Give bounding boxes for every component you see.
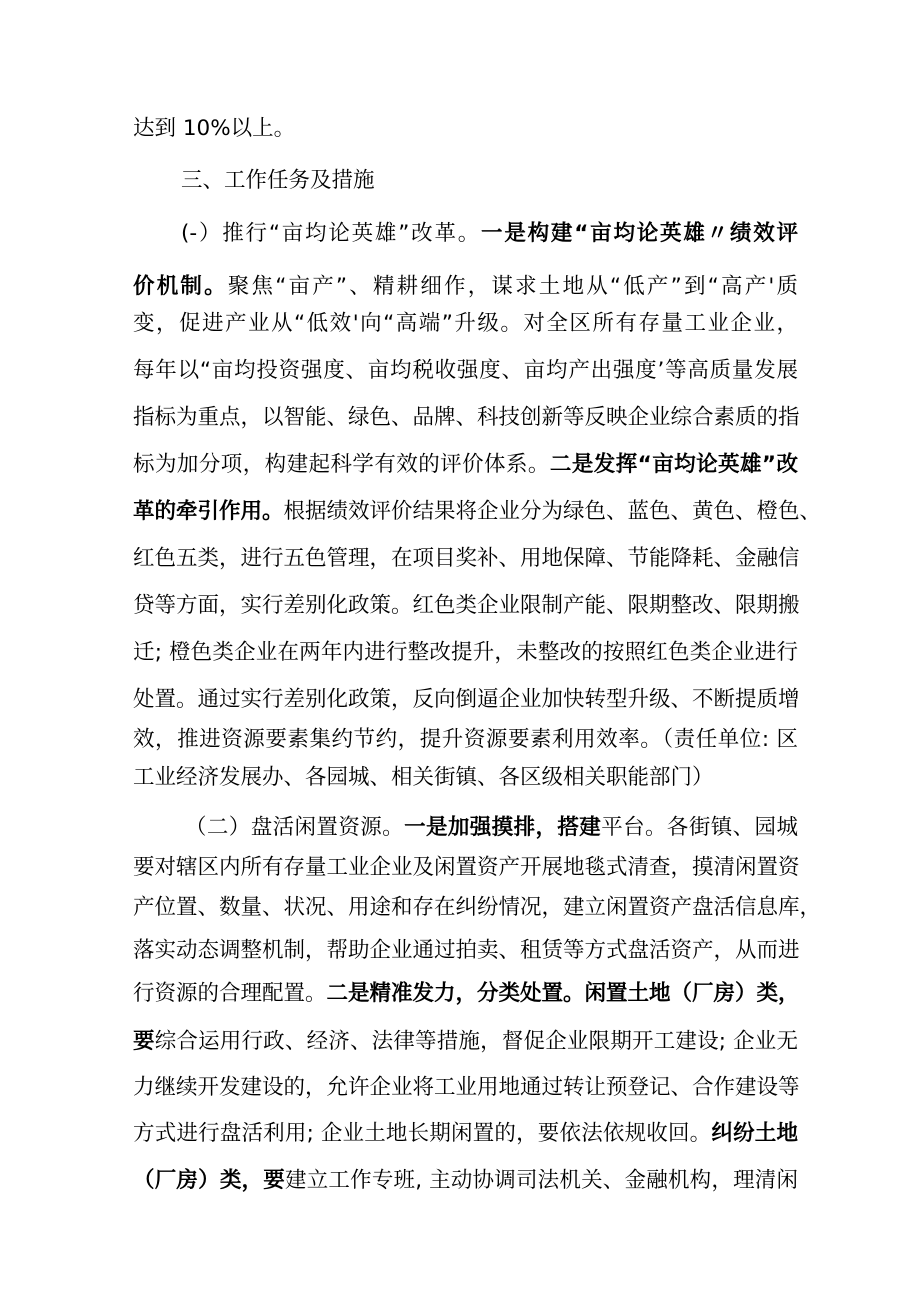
text-line bbox=[133, 1016, 798, 1068]
text-line bbox=[133, 486, 822, 538]
text-segment: 每年以“亩均投资强度、亩均税收强度、亩均产出强度’等高质量发展 bbox=[133, 358, 798, 383]
bold-text-segment: 一是加强摸排，搭建 bbox=[404, 815, 602, 840]
text-segment: 平台。各街镇、园城 bbox=[601, 815, 798, 840]
text-segment: 三、工作任务及措施 bbox=[181, 168, 375, 193]
bold-text-segment: 纠纷土地 bbox=[711, 1121, 798, 1146]
text-segment: 根据绩效评价结果将企业分为绿色、蓝色、黄色、橙色、 bbox=[283, 499, 822, 524]
text-segment: (-）推行“亩均论英雄”改革。 bbox=[181, 221, 482, 246]
text-segment: 聚焦“亩产”、精耕细作，谋求土地从“低产”到“高产'质 bbox=[227, 274, 798, 299]
text-line bbox=[133, 439, 798, 491]
bold-text-segment: （厂房）类，要 bbox=[133, 1168, 285, 1193]
text-segment: 综合运用行政、经济、法律等措施，督促企业限期开工建设; 企业无 bbox=[154, 1029, 798, 1054]
text-segment: 指标为重点，以智能、绿色、品牌、科技创新等反映企业综合素质的指 bbox=[133, 405, 800, 430]
text-segment: 行资源的合理配置。 bbox=[133, 981, 327, 1006]
text-segment: 变，促进产业从“低效'向“高端”升级。对全区所有存量工业企业， bbox=[133, 311, 798, 336]
text-line bbox=[133, 103, 798, 155]
text-segment: （二）盘活闲置资源。 bbox=[185, 815, 405, 840]
text-line bbox=[133, 968, 798, 1020]
bold-text-segment: 要 bbox=[133, 1029, 155, 1054]
text-segment: 标为加分项，构建起科学有效的评价体系。 bbox=[133, 452, 550, 477]
text-line bbox=[133, 580, 798, 632]
text-segment: 达到 10%以上。 bbox=[133, 116, 296, 141]
text-line bbox=[133, 1155, 798, 1207]
text-segment: 方式进行盘活利用; 企业土地长期闲置的，要依法依规收回。 bbox=[133, 1121, 712, 1146]
bold-text-segment: 二是发挥“亩均论英雄”改 bbox=[549, 452, 798, 477]
text-segment: 效，推进资源要素集约节约，提升资源要素利用效率。（责任单位: 区 bbox=[133, 727, 798, 752]
bold-text-segment: 一是构建“亩均论英雄〃绩效评 bbox=[481, 221, 798, 246]
text-segment: 建立工作专班, 主动协调司法机关、金融机构，理清闲 bbox=[284, 1168, 798, 1193]
text-segment: 产位置、数量、状况、用途和存在纠纷情况，建立闲置资产盘活信息库， bbox=[133, 895, 822, 920]
text-line bbox=[133, 1062, 798, 1114]
text-segment: 迁; 橙色类企业在两年内进行整改提升，未整改的按照红色类企业进行 bbox=[133, 640, 798, 665]
text-line bbox=[181, 155, 798, 207]
text-segment: 贷等方面，实行差别化政策。红色类企业限制产能、限期整改、限期搬 bbox=[133, 593, 800, 618]
text-line bbox=[133, 298, 798, 350]
text-segment: 红色五类，进行五色管理，在项目奖补、用地保障、节能降耗、金融信 bbox=[133, 546, 800, 571]
text-segment: 力继续开发建设的，允许企业将工业用地通过转让预登记、合作建设等 bbox=[133, 1075, 800, 1100]
text-line bbox=[133, 752, 798, 804]
text-line bbox=[133, 1108, 798, 1160]
bold-text-segment: 价机制。 bbox=[133, 274, 228, 299]
bold-text-segment: 革的牵引作用。 bbox=[133, 499, 284, 524]
text-segment: 处置。通过实行差别化政策，反向倒逼企业加快转型升级、不断提质增 bbox=[133, 687, 800, 712]
text-line bbox=[133, 392, 798, 444]
text-segment: 工业经济发展办、各园城、相关街镇、各区级相关职能部门） bbox=[133, 765, 714, 790]
text-line bbox=[181, 208, 798, 260]
bold-text-segment: 二是精准发力，分类处置。闲置土地（厂房）类， bbox=[326, 981, 800, 1006]
text-line bbox=[133, 345, 798, 397]
text-line bbox=[133, 627, 798, 679]
text-segment: 要对辖区内所有存量工业企业及闲置资产开展地毯式清查，摸清闲置资 bbox=[133, 855, 800, 880]
text-segment: 落实动态调整机制，帮助企业通过拍卖、租赁等方式盘活资产，从而进 bbox=[133, 938, 800, 963]
text-line bbox=[133, 533, 798, 585]
